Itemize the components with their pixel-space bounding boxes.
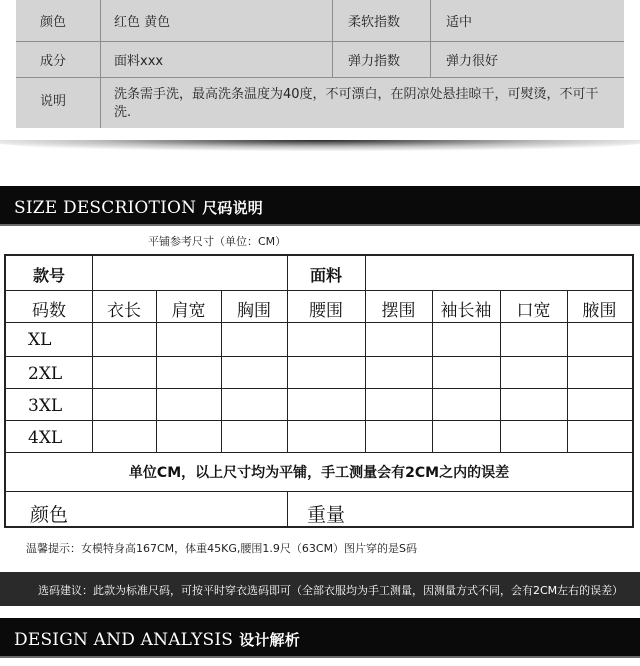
column-header: 胸围 — [237, 301, 271, 321]
grid-line — [6, 420, 632, 421]
column-header: 袖长袖 — [440, 301, 492, 321]
unit-note: 单位CM，以上尺寸均为平铺，手工测量会有2CM之内的误差 — [128, 465, 510, 481]
size-row-label: 3XL — [28, 396, 63, 416]
table-divider — [100, 0, 101, 128]
design-banner-title: DESIGN AND ANALYSIS 设计解析 — [14, 630, 300, 650]
style-number-label: 款号 — [32, 266, 65, 285]
attribute-label: 柔软指数 — [348, 15, 401, 30]
size-row-label: XL — [28, 330, 52, 350]
grid-line — [365, 256, 366, 290]
attribute-value: 适中 — [446, 15, 473, 30]
attribute-value: 面料xxx — [114, 54, 164, 69]
attribute-label: 成分 — [40, 54, 67, 69]
size-chart — [4, 254, 634, 528]
attribute-row-material — [16, 42, 624, 78]
size-banner-title: SIZE DESCRIOTION 尺码说明 — [14, 198, 264, 218]
banner-underline — [0, 656, 640, 658]
attribute-value: 弹力很好 — [446, 54, 499, 69]
care-description: 洗条需手洗，最高洗条温度为40度，不可漂白，在阴凉处悬挂晾干，可熨烫，不可干洗. — [114, 87, 599, 120]
column-header: 衣长 — [107, 301, 141, 321]
size-suggestion-bar — [0, 572, 640, 606]
column-header: 摆围 — [381, 301, 416, 321]
design-analysis-banner — [0, 618, 640, 658]
size-row-label: 2XL — [28, 364, 63, 384]
grid-line — [6, 322, 632, 323]
size-row-label: 4XL — [28, 428, 63, 448]
description-label: 说明 — [40, 94, 67, 109]
measurement-note: 平铺参考尺寸（单位：CM） — [148, 235, 287, 248]
table-divider — [332, 0, 333, 78]
grid-line — [6, 452, 632, 453]
grid-line — [6, 290, 632, 291]
attribute-row-color — [16, 0, 624, 42]
weight-label: 重量 — [306, 504, 345, 526]
column-header: 腰围 — [309, 301, 343, 321]
grid-line — [6, 356, 632, 357]
size-column-label: 码数 — [32, 301, 66, 321]
model-tip: 温馨提示：女模特身高167CM，体重45KG,腰围1.9尺（63CM）图片穿的是S码 — [26, 542, 418, 555]
shadow-divider — [0, 140, 640, 176]
grid-line — [6, 388, 632, 389]
attribute-label: 颜色 — [40, 15, 67, 30]
grid-line — [6, 491, 632, 492]
table-divider — [430, 0, 431, 78]
color-label: 颜色 — [29, 504, 68, 526]
fabric-label: 面料 — [309, 266, 342, 285]
attribute-value: 红色 黄色 — [114, 15, 171, 30]
grid-line — [92, 256, 93, 290]
banner-underline — [0, 224, 640, 226]
column-header: 腋围 — [582, 301, 617, 321]
column-header: 口宽 — [516, 301, 551, 321]
size-description-banner — [0, 186, 640, 226]
column-header: 肩宽 — [171, 301, 206, 321]
size-suggestion-text: 选码建议：此款为标准尺码，可按平时穿衣选码即可（全部衣服均为手工测量，因测量方式不同，会有2CM左右的误差） — [38, 584, 624, 597]
attribute-label: 弹力指数 — [348, 54, 401, 69]
product-attribute-table — [16, 0, 624, 128]
